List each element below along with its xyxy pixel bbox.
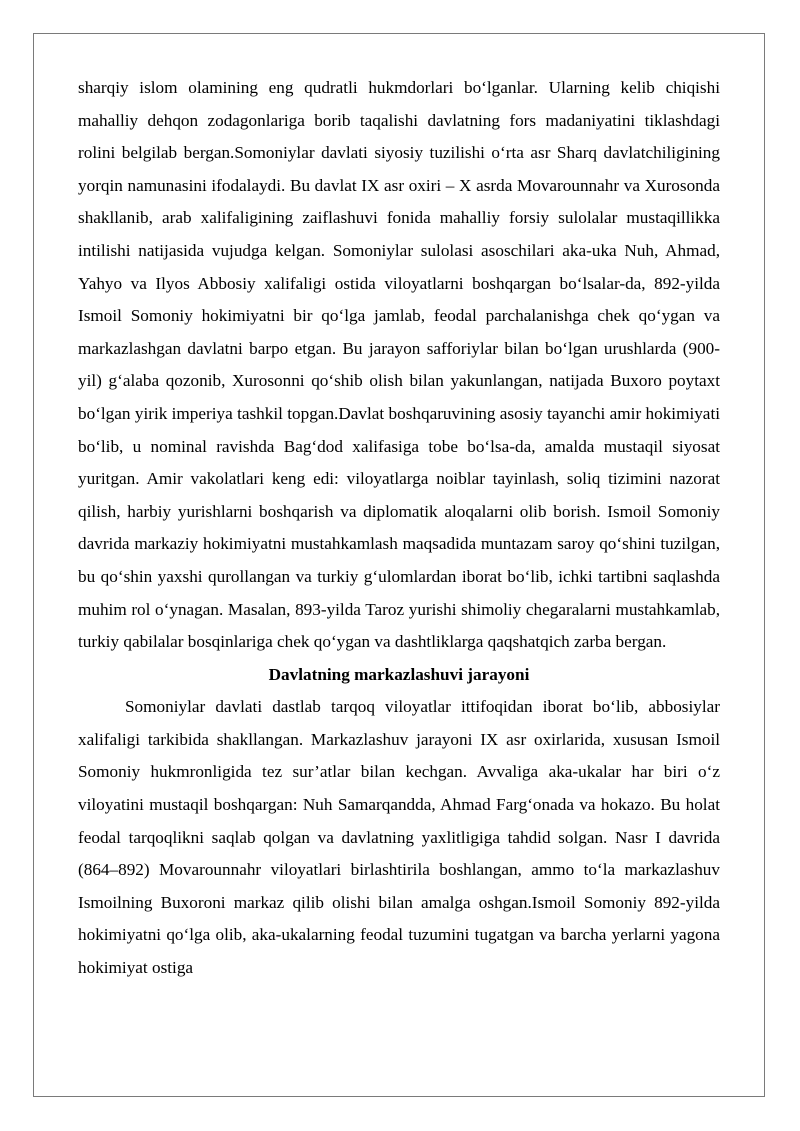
body-paragraph: Somoniylar davlati dastlab tarqoq viloyatlar ittifoqidan iborat bo‘lib, abbosiylar xalifaligi tarkibida shakllangan. Markazlashuv jarayoni IX asr oxirlarida, xususan Ismoil Somoniy hukmronligida tez sur’atlar bilan kechgan. Avvaliga aka-ukalar har biri o‘z viloyatini mustaqil boshqargan: Nuh Samarqandda, Ahmad Farg‘onada va hokazo. Bu holat feodal tarqoqlikni saqlab qolgan va davlatning yaxlitligiga tahdid solgan. Nasr I davrida (864–892) Movarounnahr viloyatlari birlashtirila boshlangan, ammo to‘la markazlashuv Ismoilning Buxoroni markaz qilib olishi bilan amalga oshgan.Ismoil Somoniy 892-yilda hokimiyatni qo‘lga olib, aka-ukalarning feodal tuzumini tugatgan va barcha yerlarni yagona hokimiyat ostiga bbox=[78, 697, 720, 978]
section-heading: Davlatning markazlashuvi jarayoni bbox=[268, 664, 530, 684]
body-paragraph: sharqiy islom olamining eng qudratli hukmdorlari bo‘lganlar. Ularning kelib chiqishi mahalliy dehqon zodagonlariga borib taqalishi davlatning fors madaniyatini tiklashdagi rolini belgilab bergan.Somoniylar davlati siyosiy tuzilishi o‘rta asr Sharq davlatchiligining yorqin namunasini ifodalaydi. Bu davlat IX asr oxiri – X asrda Movarounnahr va Xurosonda shakllanib, arab xalifaligining zaiflashuvi fonida mahalliy forsiy sulolalar mustaqillikka intilishi natijasida vujudga kelgan. Somoniylar sulolasi asoschilari aka-uka Nuh, Ahmad, Yahyo va Ilyos Abbosiy xalifaligi ostida viloyatlarni boshqargan bo‘lsalar-da, 892-yilda Ismoil Somoniy hokimiyatni bir qo‘lga jamlab, feodal parchalanishga chek qo‘ygan va markazlashgan davlatni barpo etgan. Bu jarayon safforiylar bilan bo‘lgan urushlarda (900-yil) g‘alaba qozonib, Xurosonni qo‘shib olish bilan yakunlangan, natijada Buxoro poytaxt bo‘lgan yirik imperiya tashkil topgan.Davlat boshqaruvining asosiy tayanchi amir hokimiyati bo‘lib, u nominal ravishda Bag‘dod xalifasiga tobe bo‘lsa-da, amalda mustaqil siyosat yuritgan. Amir vakolatlari keng edi: viloyatlarga noiblar tayinlash, soliq tizimini nazorat qilish, harbiy yurishlarni boshqarish va diplomatik aloqalarni olib borish. Ismoil Somoniy davrida markaziy hokimiyatni mustahkamlash maqsadida muntazam saroy qo‘shini tuzilgan, bu qo‘shin yaxshi qurollangan va turkiy g‘ulomlardan iborat bo‘lib, ichki tartibni saqlashda muhim rol o‘ynagan. Masalan, 893-yilda Taroz yurishi shimoliy chegaralarni mustahkamlab, turkiy qabilalar bosqinlariga chek qo‘ygan va dashtliklarga qaqshatqich zarba bergan. bbox=[78, 78, 720, 652]
document-body bbox=[78, 72, 720, 985]
